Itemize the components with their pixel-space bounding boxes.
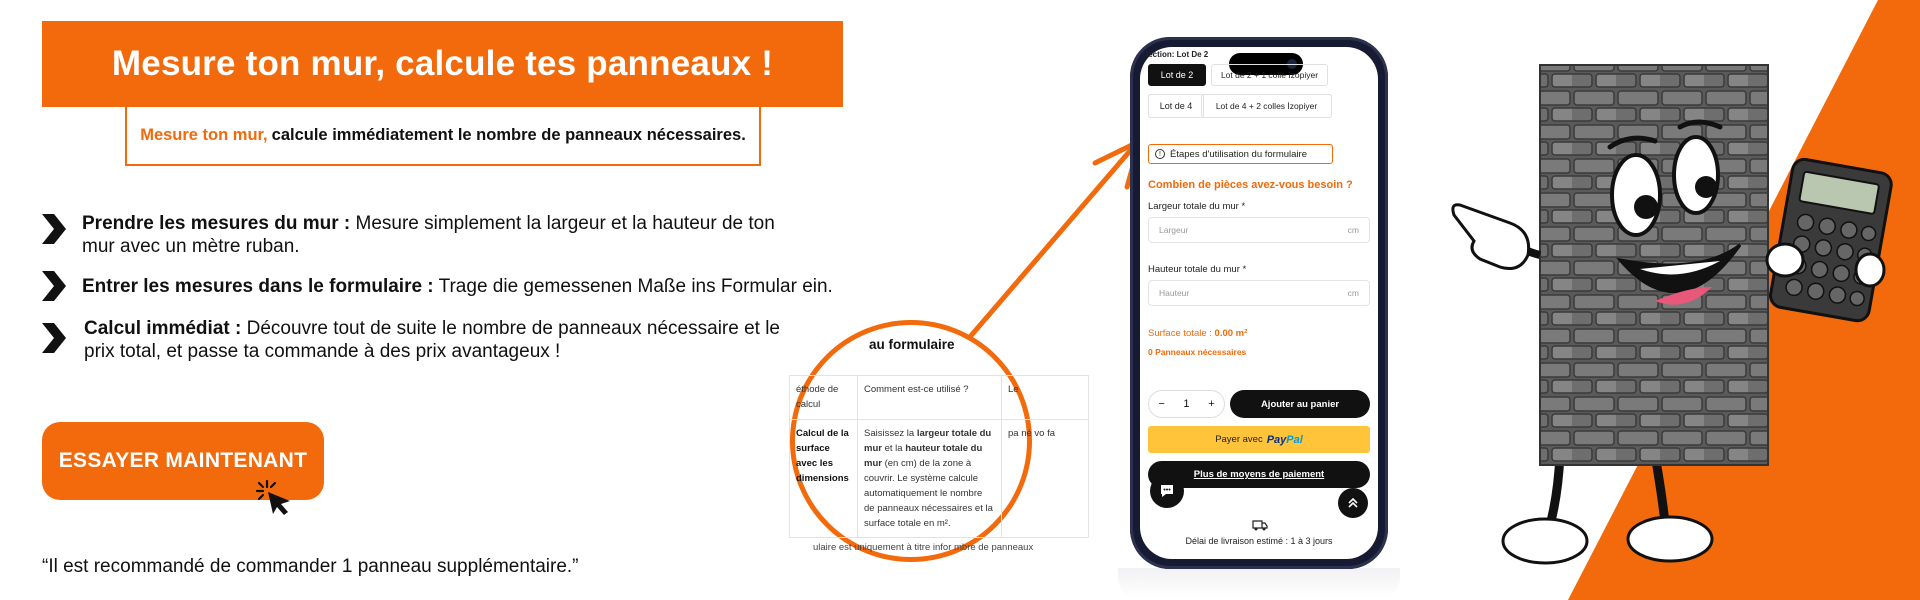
zoom-header-3: Le	[1002, 376, 1089, 420]
truck-icon	[1252, 519, 1268, 531]
try-now-button[interactable]: ESSAYER MAINTENANT	[42, 422, 324, 500]
chevron-right-icon	[40, 269, 68, 303]
lot-option-2[interactable]: Lot de 2 + 1 colle İzopiyer	[1211, 64, 1328, 86]
chat-icon	[1158, 482, 1176, 500]
page-title: Mesure ton mur, calcule tes panneaux !	[111, 44, 774, 83]
lot-option-4[interactable]: Lot de 4 + 2 colles İzopiyer	[1201, 94, 1332, 118]
width-unit: cm	[1347, 225, 1359, 235]
step-2	[40, 269, 982, 303]
zoom-footer: ulaire est uniquement à titre infor mbre de panneaux	[813, 542, 1034, 553]
zoom-cell-usage: Saisissez la largeur totale du mur et la hauteur totale du mur (en cm) de la zone à couvrir. Le système calcule automatiquement le nombre de panneaux nécessaires et la surface totale en m².	[858, 420, 1002, 538]
subtitle-box	[125, 106, 761, 166]
click-cursor-icon	[253, 477, 295, 519]
delivery-estimate: Délai de livraison estimé : 1 à 3 jours	[1185, 536, 1333, 546]
recommendation-note: “Il est recommandé de commander 1 panneau supplémentaire.”	[42, 556, 579, 577]
pointer-arrow-icon	[955, 135, 1155, 350]
zoom-cell-3: pa né vo fa	[1002, 420, 1089, 538]
zoom-cell-method: Calcul de la surface avec les dimensions	[790, 420, 858, 538]
qty-value: 1	[1183, 398, 1190, 410]
height-placeholder: Hauteur	[1159, 288, 1190, 298]
chat-button[interactable]	[1150, 474, 1184, 508]
phone-reflection	[1118, 568, 1400, 598]
step-3-text: Découvre tout de suite le nombre de panneaux nécessaire et le prix total, et passe ta commande à des prix avantageux !	[84, 318, 781, 362]
subtitle-highlight: Mesure ton mur,	[140, 125, 268, 144]
zoom-header-1: éthode de calcul	[790, 376, 858, 420]
phone-screen	[1140, 47, 1378, 559]
surface-total: Surface totale : 0.00 m²	[1148, 328, 1248, 339]
zoom-table	[789, 375, 1089, 538]
lot-option-3[interactable]: Lot de 4	[1148, 94, 1204, 118]
panels-needed: 0 Panneaux nécessaires	[1148, 347, 1247, 357]
width-label: Largeur totale du mur *	[1148, 201, 1246, 212]
phone-mockup	[1130, 37, 1388, 569]
step-2-label: Entrer les mesures dans le formulaire :	[82, 276, 434, 297]
zoom-circle	[790, 320, 1056, 562]
width-placeholder: Largeur	[1159, 225, 1189, 235]
pieces-question: Combien de pièces avez-vous besoin ?	[1148, 179, 1353, 191]
chevron-right-icon	[40, 212, 68, 246]
step-1	[40, 212, 802, 258]
subtitle-text: calcule immédiatement le nombre de panneaux nécessaires.	[271, 125, 746, 144]
brick-mascot-illustration	[1440, 55, 1880, 575]
zoom-header-2: Comment est-ce utilisé ?	[858, 376, 1002, 420]
step-3-label: Calcul immédiat :	[84, 318, 242, 339]
scroll-top-button[interactable]	[1338, 488, 1368, 518]
quantity-stepper[interactable]	[1148, 390, 1225, 418]
width-input[interactable]	[1148, 217, 1370, 243]
paypal-button[interactable]: Payer avec Pay Pal	[1148, 426, 1370, 453]
step-1-label: Prendre les mesures du mur :	[82, 213, 351, 234]
step-1-text: Mesure simplement la largeur et la hauteur de ton mur avec un mètre ruban.	[82, 213, 775, 257]
form-steps-button[interactable]	[1148, 144, 1333, 164]
more-payment-button[interactable]: Plus de moyens de paiement	[1148, 461, 1370, 488]
chevron-right-icon	[40, 321, 68, 355]
step-3	[40, 317, 804, 363]
info-icon: !	[1155, 149, 1165, 159]
height-label: Hauteur totale du mur *	[1148, 264, 1247, 275]
zoom-title: au formulaire	[869, 337, 955, 352]
add-to-cart-button[interactable]: Ajouter au panier	[1230, 390, 1370, 418]
height-input[interactable]	[1148, 280, 1370, 306]
step-2-text: Trage die gemessenen Maße ins Formular ein.	[438, 276, 833, 297]
lot-option-1[interactable]: Lot de 2	[1148, 64, 1206, 86]
title-banner	[42, 21, 843, 107]
selection-label: lection: Lot De 2	[1146, 50, 1209, 59]
qty-minus-button[interactable]: −	[1158, 398, 1165, 410]
double-chevron-up-icon	[1347, 497, 1359, 509]
height-unit: cm	[1347, 288, 1359, 298]
qty-plus-button[interactable]: +	[1208, 398, 1215, 410]
form-steps-label: Étapes d'utilisation du formulaire	[1170, 148, 1307, 160]
